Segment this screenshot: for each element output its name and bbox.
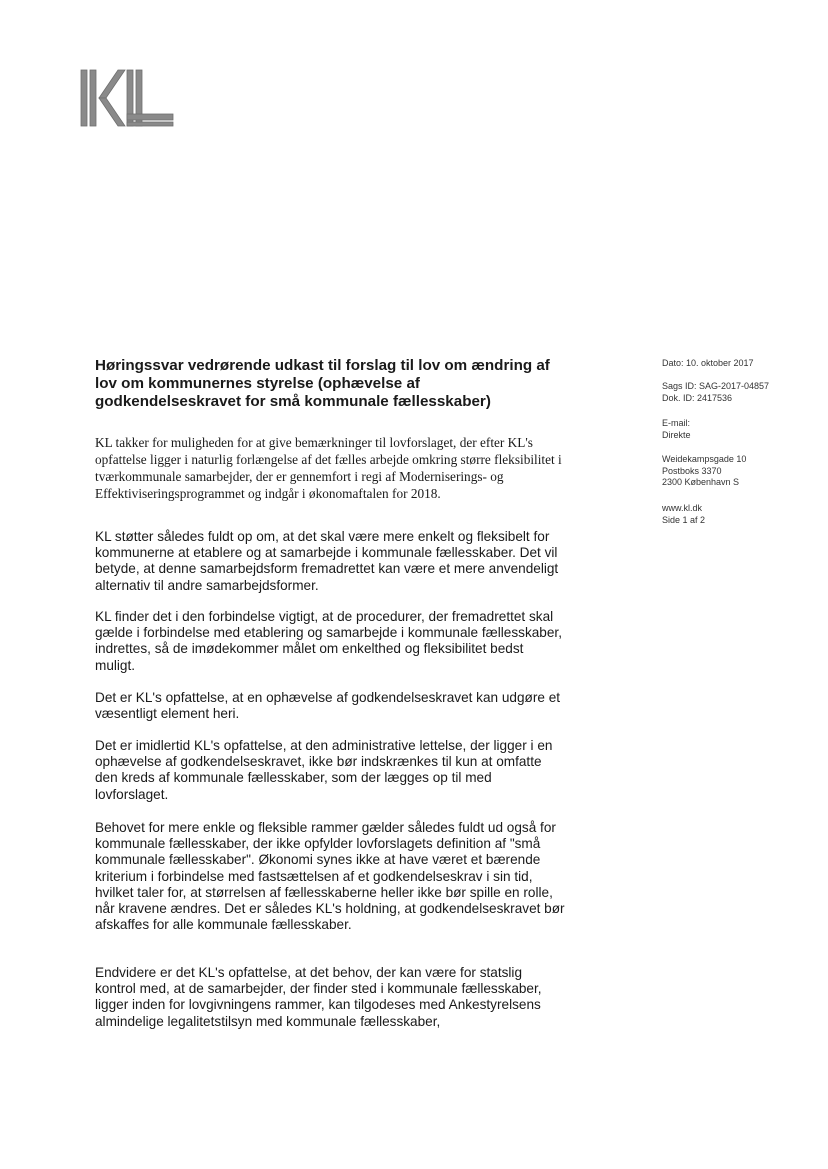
intro-paragraph: KL takker for muligheden for at give bemærkninger til lovforslaget, der efter KL's opfattelse ligger i naturlig forlængelse af det fælles arbejde omkring større fleksibilitet i tværkommunale samarbejder, der er gennemfort i regi af Moderniserings- og Effektiviseringsprogrammet og indgår i økonomaftalen for 2018.: [95, 435, 562, 502]
sidebar-address-block: [662, 454, 812, 489]
sidebar-date-block: [662, 358, 812, 370]
sags-id-text: Sags ID: SAG-2017-04857: [662, 381, 770, 391]
body-paragraph: Behovet for mere enkle og fleksible rammer gælder således fuldt ud også for kommunale fællesskaber, der ikke opfylder lovforslagets definition af "små kommunale fællesskaber". Økonomi synes ikke at have været et bærende kriterium i forbindelse med fastsættelsen af et godkendelseskrav i sin tid, hvilket taler for, at størrelsen af fællesskaberne heller ikke bør spille en rolle, når kravene ændres. Det er således KL's holdning, at godkendelseskravet bør afskaffes for alle kommunale fællesskaber.: [95, 820, 565, 933]
sidebar-contact-block: [662, 418, 812, 441]
address-city: 2300 København S: [662, 477, 740, 487]
email-label: E-mail:: [662, 418, 691, 428]
website-link[interactable]: www.kl.dk: [662, 503, 703, 513]
body-paragraph: Det er imidlertid KL's opfattelse, at den administrative lettelse, der ligger i en ophævelse af godkendelseskravet, ikke bør indskrænkes til kun at omfatte den kreds af kommunale fællesskaber, som der lægges op til med lovforslaget.: [95, 738, 553, 802]
date-text: Dato: 10. oktober 2017: [662, 358, 754, 368]
sidebar-web-block: [662, 503, 812, 526]
body-paragraph: Det er KL's opfattelse, at en ophævelse af godkendelseskravet kan udgøre et væsentligt element heri.: [95, 690, 561, 722]
direct-label: Direkte: [662, 429, 691, 440]
address-street: Weidekampsgade 10: [662, 454, 747, 464]
body-paragraph: KL støtter således fuldt op om, at det skal være mere enkelt og fleksibelt for kommunerne at etablere og at samarbejde i kommunale fællesskaber. Det vil betyde, at denne samarbejdsform fremadrettet kan være et mere anvendeligt alternativ til andre samarbejdsformer.: [95, 529, 559, 593]
body-paragraph: Endvidere er det KL's opfattelse, at det behov, der kan være for statslig kontrol med, at de samarbejder, der finder sted i kommunale fællesskaber, ligger inden for lovgivningens rammer, kan tilgodeses med Ankestyrelsens almindelige legalitetstilsyn med kommunale fællesskaber,: [95, 965, 542, 1029]
sidebar-id-block: [662, 381, 812, 404]
body-paragraph: KL finder det i den forbindelse vigtigt, at de procedurer, der fremadrettet skal gælde i forbindelse med etablering og samarbejde i kommunale fællesskaber, indrettes, så de imødekommer målet om enkelthed og fleksibilitet bedst muligt.: [95, 609, 562, 673]
kl-logo: [80, 68, 176, 128]
dok-id-text: Dok. ID: 2417536: [662, 392, 733, 403]
document-heading: Høringssvar vedrørende udkast til forslag til lov om ændring af lov om kommunernes styrelse (ophævelse af godkendelseskravet for små kommunale fællesskaber): [95, 357, 550, 410]
address-box: Postboks 3370: [662, 465, 722, 476]
page-number: Side 1 af 2: [662, 514, 706, 525]
